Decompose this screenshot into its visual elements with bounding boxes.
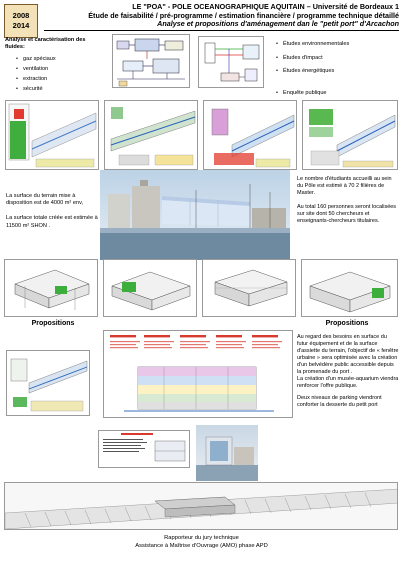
surface-text — [6, 193, 100, 230]
surface-para-2: La surface totale créée est estimée à 11500 m² SHON . — [6, 215, 98, 229]
plan-panel-2 — [104, 100, 198, 170]
propositions-para-3: Deux niveaux de parking viendront conforter la desserte du petit port — [297, 395, 382, 408]
plan-panel-1 — [5, 100, 99, 170]
year-end: 2014 — [12, 21, 30, 30]
students-para-1: Le nombre d'étudiants accueilli au sein du Pôle est estimé à 70 2 filières de Master. — [297, 176, 392, 196]
axonometric-view-2 — [103, 259, 197, 317]
axonometric-view-4 — [301, 259, 398, 317]
title-line-3: Analyse et propositions d'aménagement dan le "petit port" d'Arcachon — [157, 19, 399, 29]
level-sections — [103, 330, 293, 418]
title-line-1: LE "POA" - POLE OCEANOGRAPHIQUE AQUITAIN – Université de Bordeaux 1 — [132, 2, 399, 11]
year-badge — [4, 4, 38, 38]
analysis-item: • sécurité — [23, 84, 105, 94]
footer — [0, 534, 403, 550]
footer-line-1: Rapporteur du jury technique — [164, 535, 239, 541]
surface-para-1: La surface du terrain mise à disposition est de 4000 m² env, — [6, 193, 84, 207]
propositions-para-2: La création d'un musée-aquarium viendra renforcer l'offre publique. — [297, 376, 399, 389]
footer-line-2: Assistance à Maîtrise d'Ouvrage (AMO) phase APD — [135, 543, 268, 549]
axonometric-view-1 — [4, 259, 98, 317]
year-start: 2008 — [12, 11, 30, 20]
fluid-schematic-2 — [198, 36, 264, 88]
study-item: • Enquête publique — [283, 87, 399, 101]
axonometric-view-3 — [202, 259, 296, 317]
museum-render — [196, 425, 258, 481]
title-line-2: Étude de faisabilité / pré-programme / estimation financière / programme technique détaillé — [88, 10, 399, 20]
students-text — [297, 176, 399, 225]
propositions-left-heading: Propositions — [31, 320, 75, 327]
study-item: • Études d'impact — [283, 52, 399, 66]
site-overview-render — [4, 482, 398, 530]
studies-list — [271, 38, 399, 100]
plan-panel-4 — [302, 100, 398, 170]
section-cut — [98, 430, 190, 468]
analysis-item: • extraction — [23, 74, 105, 84]
page-title — [44, 3, 399, 29]
students-para-2: Au total 160 personnes seront localisées sur site dont 50 chercheurs et enseignants-chercheurs titulaires. — [297, 204, 397, 224]
study-item: • Études environnementales — [283, 38, 399, 52]
propositions-text — [297, 334, 399, 409]
propositions-right-heading: Propositions — [325, 320, 369, 327]
propositions-para-1: Au regard des besoins en surface du futur équipement et de la surface d'assiette du terrain, l'objectif de « fenêtre urbaine » sera optimisée avec la création d'un belvédère public accessible depuis la promenade du port . — [297, 334, 399, 375]
analysis-heading: Analyse et caractérisation des fluides: — [5, 37, 86, 51]
proposition-plan — [6, 350, 90, 416]
fluid-schematic-1 — [112, 34, 190, 88]
analysis-item: • gaz spéciaux — [23, 54, 105, 64]
analysis-block — [5, 37, 105, 94]
harbour-render — [100, 170, 290, 260]
analysis-item: • ventilation — [23, 64, 105, 74]
title-divider — [44, 30, 399, 31]
study-item: • Études énergétiques — [283, 65, 399, 79]
plan-panel-3 — [203, 100, 297, 170]
